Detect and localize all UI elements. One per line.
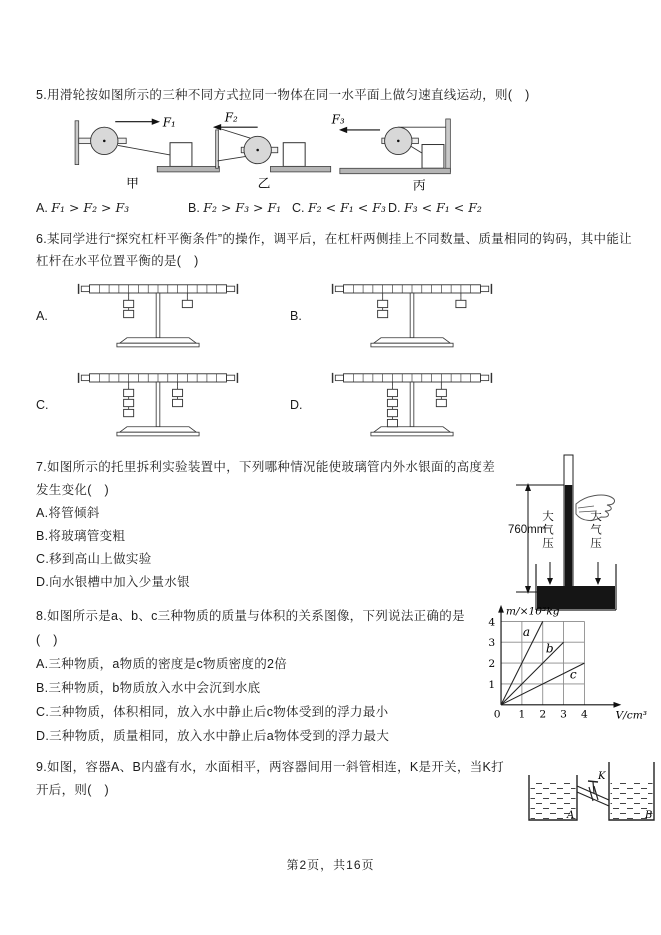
- q8-option-c: C.三种物质，体积相同，放入水中静止后c物体受到的浮力最小: [36, 705, 389, 719]
- pressure-label-left: 大气压: [541, 510, 553, 551]
- series-label-b: b: [545, 641, 554, 656]
- x-tick: 0: [493, 707, 501, 721]
- weight-icon: [378, 300, 388, 307]
- question-6: [0, 228, 661, 448]
- y-tick: 2: [488, 656, 496, 670]
- lever-diagram-b: [312, 272, 512, 359]
- q7-option-c: C.移到高山上做实验: [36, 552, 152, 566]
- x-tick: 1: [518, 707, 526, 721]
- q6-option-a: A.: [36, 272, 290, 359]
- q7-option-d: D.向水银槽中加入少量水银: [36, 575, 190, 589]
- q6-option-d: D.: [290, 361, 544, 448]
- series-label-a: a: [522, 624, 531, 639]
- valve-label: K: [598, 771, 606, 782]
- q7-stem: 7.如图所示的托里拆利实验装置中，下列哪种情况能使玻璃管内外水银面的高度差发生变化( ): [36, 460, 496, 497]
- x-tick: 4: [581, 707, 588, 721]
- block-icon: [170, 143, 192, 167]
- pulley-jia: [75, 115, 219, 190]
- q7-text: [36, 456, 502, 594]
- lever-svg: [58, 361, 258, 445]
- lever-svg: [312, 272, 512, 356]
- weight-icon: [387, 399, 397, 406]
- y-tick: 1: [488, 677, 496, 691]
- weight-icon: [387, 389, 397, 396]
- lever-diagram-c: [58, 361, 258, 448]
- series-line-b: [501, 642, 564, 705]
- question-9: [36, 756, 661, 821]
- q6-stem: 6.某同学进行“探究杠杆平衡条件”的操作，调平后，在杠杆两侧挂上不同数量、质量相同的钩码，其中能让杠杆在水平位置平衡的是( ): [36, 232, 632, 268]
- q5-pulley-figure: [52, 108, 661, 192]
- force-label-f1: F₁: [162, 115, 176, 130]
- weight-icon: [436, 389, 446, 396]
- weight-icon: [378, 310, 388, 317]
- weight-icon: [173, 389, 183, 396]
- q5-option-a: A. F₁ > F₂ > F₃: [36, 200, 130, 215]
- q8-text: [36, 604, 468, 748]
- q5-option-b: B. F₂ > F₃ > F₁: [188, 200, 282, 215]
- arrow-down-icon: [547, 578, 553, 585]
- valve-icon: [589, 787, 593, 801]
- weight-icon: [124, 389, 134, 396]
- weight-icon: [124, 409, 134, 416]
- block-icon: [422, 145, 444, 169]
- arrow-right-icon: [614, 702, 622, 708]
- x-axis-label: V/cm³: [615, 708, 648, 722]
- weight-icon: [124, 310, 134, 317]
- q8-option-d: D.三种物质，质量相同，放入水中静止后a物体受到的浮力最大: [36, 729, 390, 743]
- q9-text: [36, 756, 514, 802]
- weight-icon: [124, 300, 134, 307]
- y-axis-label: m/×10³kg: [505, 604, 560, 618]
- question-8: [36, 604, 661, 748]
- q5-stem: 5.用滑轮按如图所示的三种不同方式拉同一物体在同一水平面上做匀速直线运动，则( ): [36, 88, 530, 102]
- force-label-f2: F₂: [224, 110, 238, 125]
- q7-torricelli-figure: [506, 452, 661, 612]
- force-label-f3: F₃: [331, 112, 345, 127]
- q6-row-cd: [36, 361, 661, 448]
- arrow-left-icon: [213, 124, 221, 130]
- weight-icon: [456, 300, 466, 307]
- q5-option-d: D. F₃ < F₁ < F₂: [388, 200, 482, 215]
- q5-options: [36, 198, 661, 218]
- q5-option-c: C. F₂ < F₁ < F₃: [292, 200, 386, 215]
- weight-icon: [124, 399, 134, 406]
- arrow-up-icon: [525, 483, 531, 491]
- label-jia: 甲: [126, 175, 139, 191]
- lever-diagram-d: [312, 361, 512, 448]
- y-tick: 4: [488, 615, 496, 629]
- q8-stem: 8.如图所示是a、b、c三种物质的质量与体积的关系图像，下列说法正确的是( ): [36, 609, 465, 647]
- y-tick: 3: [488, 636, 496, 650]
- height-760mm-label: 760mm: [508, 524, 547, 536]
- x-tick: 2: [539, 707, 547, 721]
- arrow-up-icon: [498, 605, 504, 613]
- pulley-yi: [213, 111, 331, 191]
- arrow-left-icon: [339, 127, 347, 133]
- q6-row-ab: [36, 272, 661, 359]
- page-footer: 第2页，共16页: [286, 858, 375, 872]
- block-icon: [283, 143, 305, 167]
- q6-option-c: C.: [36, 361, 290, 448]
- q8-option-a: A.三种物质，a物质的密度是c物质密度的2倍: [36, 657, 288, 671]
- question-5: [0, 84, 661, 218]
- q6-option-b: B.: [290, 272, 544, 359]
- series-label-c: c: [569, 667, 577, 682]
- mv-graph-svg: [470, 602, 661, 730]
- weight-icon: [436, 399, 446, 406]
- arrow-right-icon: [152, 119, 160, 125]
- label-bing: 丙: [412, 177, 426, 192]
- q7-option-b: B.将玻璃管变粗: [36, 529, 126, 543]
- containers-svg: [514, 756, 661, 826]
- weight-icon: [173, 399, 183, 406]
- weight-icon: [387, 419, 397, 426]
- pulley-diagrams-svg: [52, 108, 467, 192]
- pressure-label-right: 大气压: [589, 510, 601, 551]
- pulley-bing: [331, 113, 451, 192]
- lever-svg: [58, 272, 258, 356]
- weight-icon: [387, 409, 397, 416]
- container-b-label: B: [645, 810, 653, 821]
- lever-svg: [312, 361, 512, 445]
- x-tick: 3: [560, 707, 567, 721]
- q9-stem: 9.如图，容器A、B内盛有水，水面相平，两容器间用一斜管相连，K是开关，当K打开后，则( ): [36, 760, 504, 797]
- weight-icon: [182, 300, 192, 307]
- mercury-column: [565, 485, 572, 600]
- q8-graph: [470, 602, 661, 730]
- q8-option-b: B.三种物质，b物质放入水中会沉到水底: [36, 681, 261, 695]
- lever-diagram-a: [58, 272, 258, 359]
- q7-option-a: A.将管倾斜: [36, 506, 100, 520]
- arrow-down-icon: [595, 578, 601, 585]
- label-yi: 乙: [257, 175, 271, 191]
- q9-containers-figure: [514, 756, 661, 822]
- arrow-down-icon: [525, 586, 531, 594]
- container-a-label: A: [567, 810, 575, 821]
- question-7: [36, 456, 661, 594]
